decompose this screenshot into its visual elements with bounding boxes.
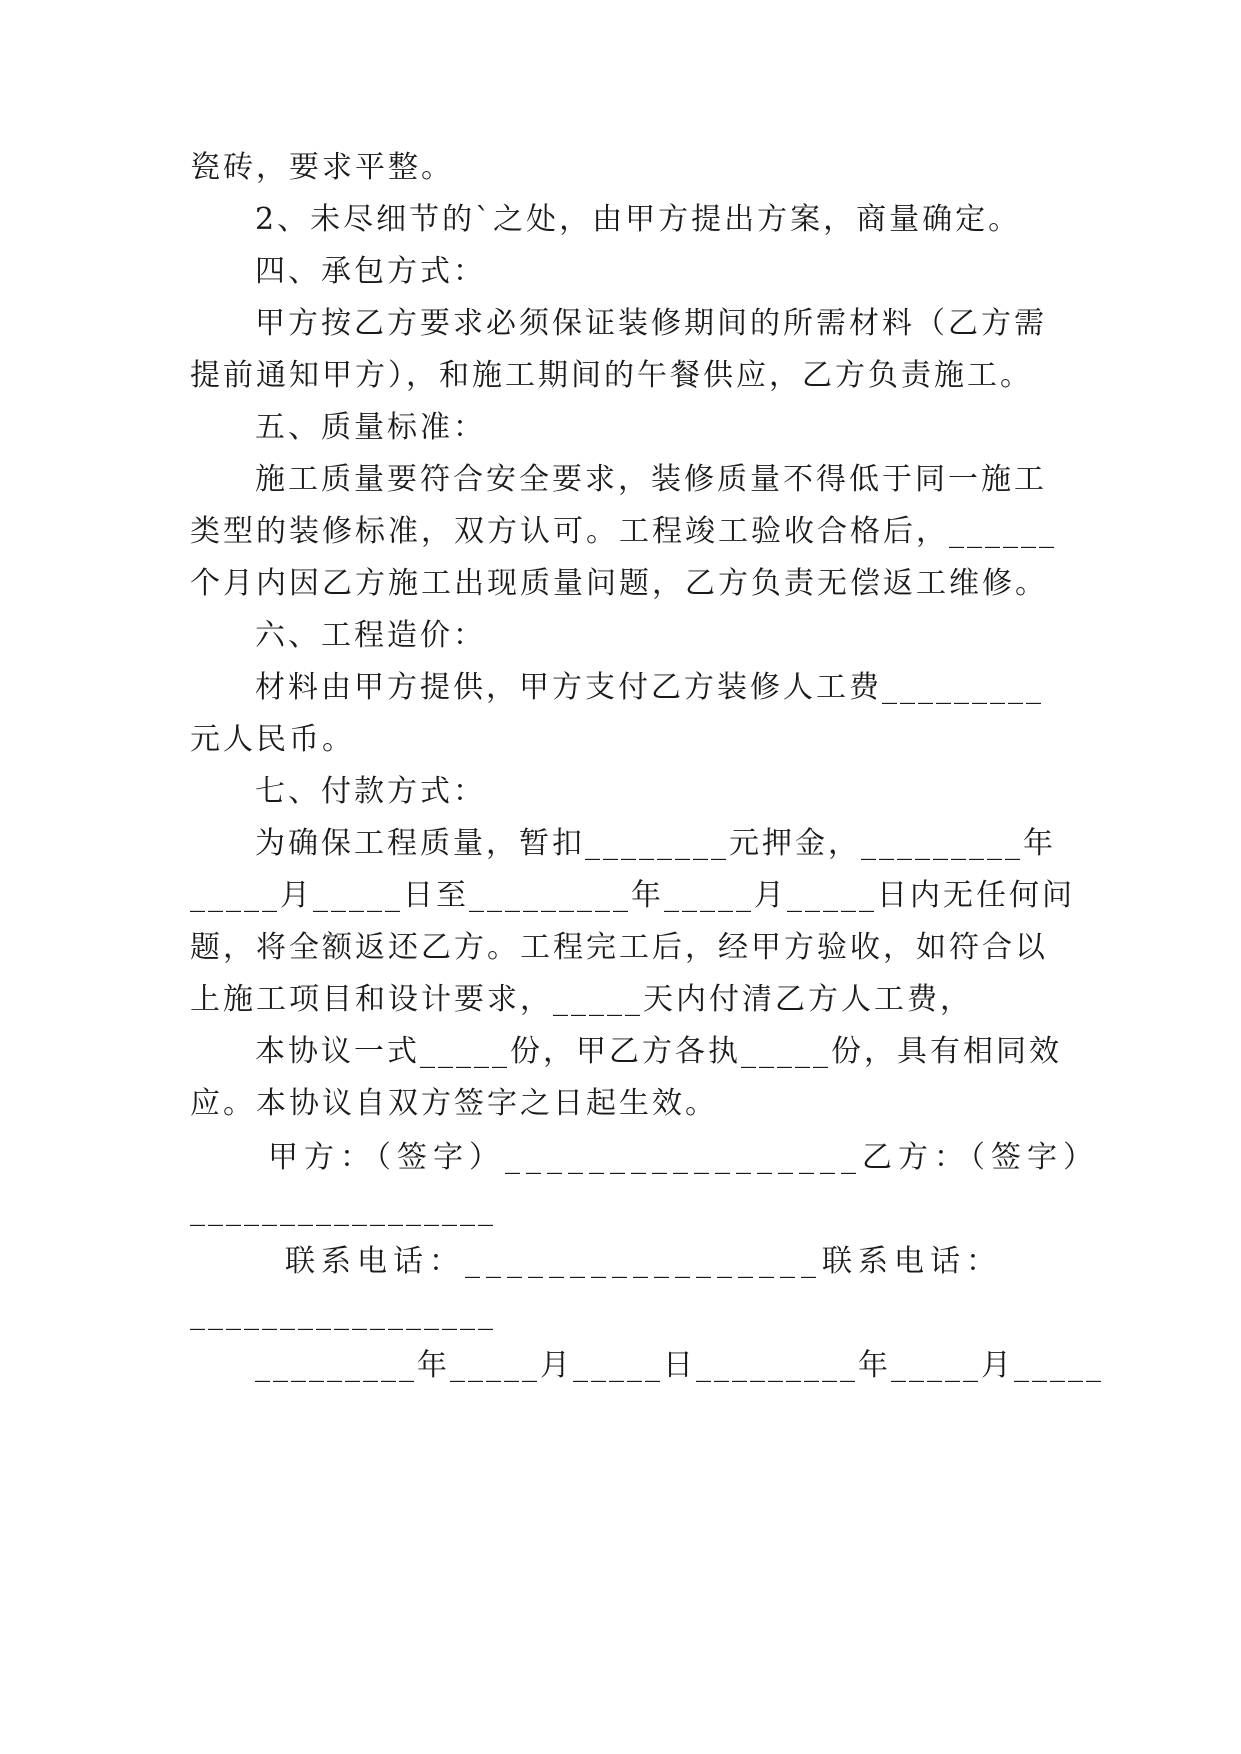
text-line-7: 施工质量要符合安全要求，装修质量不得低于同一施工 (255, 462, 1047, 497)
text-line-11: 材料由甲方提供，甲方支付乙方装修人工费_________ (255, 670, 1044, 705)
signature-blank: _________________ (190, 1192, 496, 1227)
text-line-15: _____月_____日至_________年_____月_____日内无任何问 (190, 878, 1075, 913)
text-line-4: 甲方按乙方要求必须保证装修期间的所需材料（乙方需 (255, 306, 1047, 341)
text-line-14: 为确保工程质量，暂扣________元押金，_________年 (255, 826, 1056, 861)
text-line-5: 提前通知甲方），和施工期间的午餐供应，乙方负责施工。 (190, 358, 1033, 393)
text-line-8: 类型的装修标准，双方认可。工程竣工验收合格后，______ (190, 514, 1057, 549)
text-line-9: 个月内因乙方施工出现质量问题，乙方负责无偿返工维修。 (190, 566, 1048, 601)
text-line-16: 题，将全额返还乙方。工程完工后，经甲方验收，如符合以 (190, 930, 1048, 965)
text-line-12: 元人民币。 (190, 722, 355, 757)
section-heading-payment-method: 七、付款方式： (255, 774, 486, 809)
text-line-1: 瓷砖，要求平整。 (190, 150, 454, 185)
section-heading-quality-standard: 五、质量标准： (255, 410, 486, 445)
text-line-19: 应。本协议自双方签字之日起生效。 (190, 1086, 718, 1121)
signature-line: 甲方：（签字）_________________乙方：（签字） (268, 1140, 1099, 1175)
section-heading-project-cost: 六、工程造价： (255, 618, 486, 653)
phone-line: 联系电话：_________________联系电话： (285, 1244, 1002, 1279)
phone-blank: _________________ (190, 1296, 496, 1331)
text-line-17: 上施工项目和设计要求，_____天内付清乙方人工费， (190, 982, 973, 1017)
date-line: _________年_____月_____日_________年_____月_____ (255, 1348, 1104, 1383)
text-line-2: 2、未尽细节的`之处，由甲方提出方案，商量确定。 (255, 202, 1022, 237)
text-line-18: 本协议一式_____份，甲乙方各执_____份，具有相同效 (255, 1034, 1062, 1069)
section-heading-contract-method: 四、承包方式： (255, 254, 486, 289)
